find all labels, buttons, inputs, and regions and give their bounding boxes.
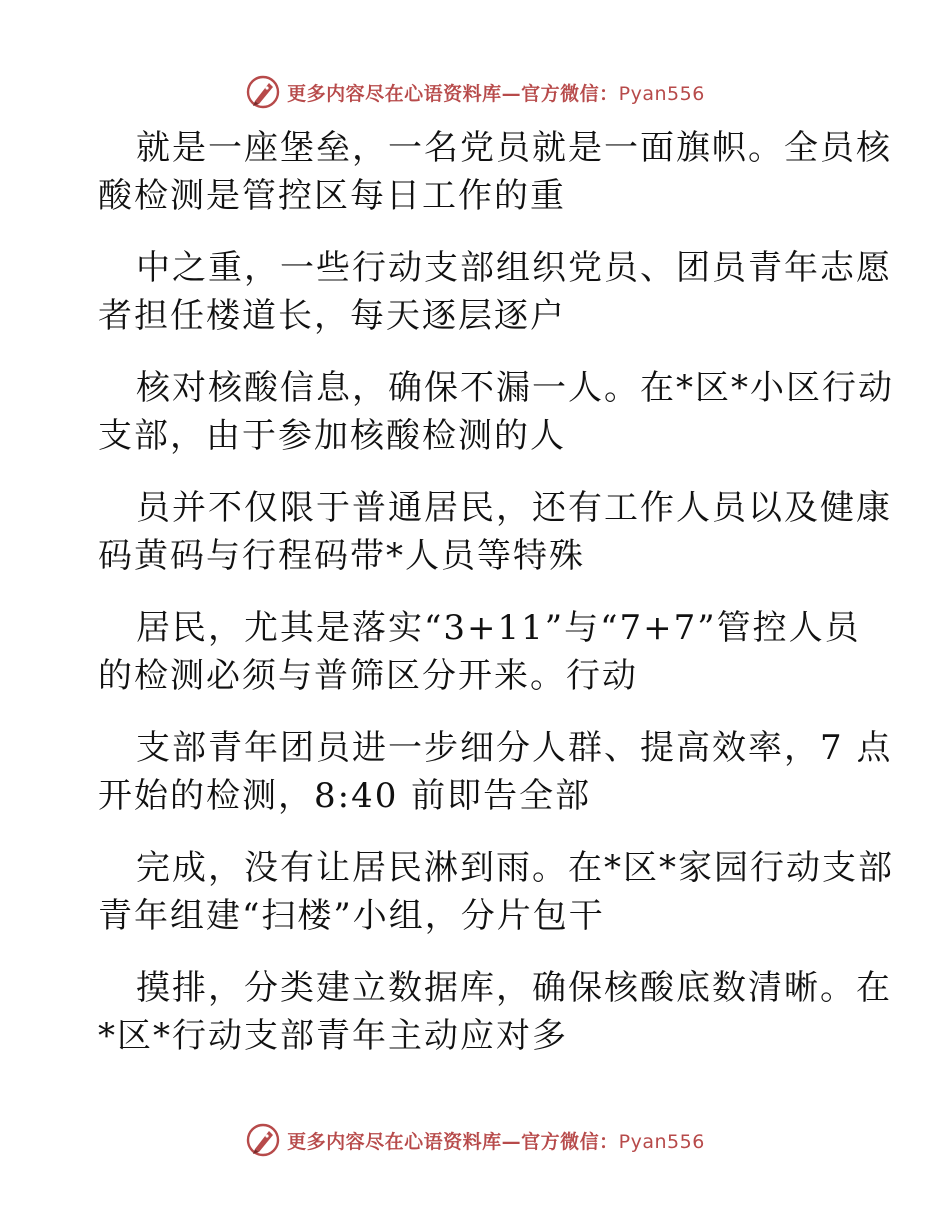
- paragraph: [98, 964, 892, 1060]
- paragraph: [98, 484, 892, 580]
- paragraph-line: 者担任楼道长，每天逐层逐户: [98, 296, 566, 336]
- paragraph-line: 的检测必须与普筛区分开来。行动: [98, 656, 638, 696]
- footer-watermark: [0, 1120, 950, 1160]
- paragraph-line: 中之重，一些行动支部组织党员、团员青年志愿: [136, 248, 892, 288]
- footer-wechat-account: Pyan556: [618, 1130, 705, 1153]
- paragraph-line: 核对核酸信息，确保不漏一人。在*区*小区行动: [136, 368, 894, 408]
- paragraph-line: 码黄码与行程码带*人员等特殊: [98, 536, 585, 576]
- paragraph-line: 员并不仅限于普通居民，还有工作人员以及健康: [136, 488, 892, 528]
- paragraph-line: 青年组建“扫楼”小组，分片包干: [98, 896, 605, 936]
- paragraph-line: 酸检测是管控区每日工作的重: [98, 176, 566, 216]
- paragraph: [98, 724, 893, 820]
- header-watermark: [0, 72, 950, 112]
- header-watermark-text: 更多内容尽在心语资料库—官方微信：Pyan556: [287, 82, 705, 105]
- footer-watermark-text: 更多内容尽在心语资料库—官方微信：Pyan556: [287, 1130, 705, 1153]
- paragraph-line: 支部，由于参加核酸检测的人: [98, 416, 566, 456]
- pen-nib-logo-icon: [245, 74, 281, 110]
- paragraph: [98, 844, 894, 940]
- paragraph-line: 开始的检测，8:40 前即告全部: [98, 776, 592, 816]
- paragraph: [98, 124, 892, 220]
- header-wechat-account: Pyan556: [618, 82, 705, 105]
- paragraph-line: 完成，没有让居民淋到雨。在*区*家园行动支部: [136, 848, 894, 888]
- paragraph: [98, 604, 861, 700]
- document-body: [98, 124, 894, 1060]
- paragraph-line: 就是一座堡垒，一名党员就是一面旗帜。全员核: [136, 128, 892, 168]
- paragraph-line: *区*行动支部青年主动应对多: [98, 1016, 568, 1056]
- pen-nib-logo-icon: [245, 1122, 281, 1158]
- paragraph-line: 摸排，分类建立数据库，确保核酸底数清晰。在: [136, 968, 892, 1008]
- paragraph-line: 居民，尤其是落实“3+11”与“7+7”管控人员: [136, 608, 861, 648]
- paragraph: [98, 244, 892, 340]
- paragraph: [98, 364, 894, 460]
- paragraph-line: 支部青年团员进一步细分人群、提高效率，7 点: [136, 728, 893, 768]
